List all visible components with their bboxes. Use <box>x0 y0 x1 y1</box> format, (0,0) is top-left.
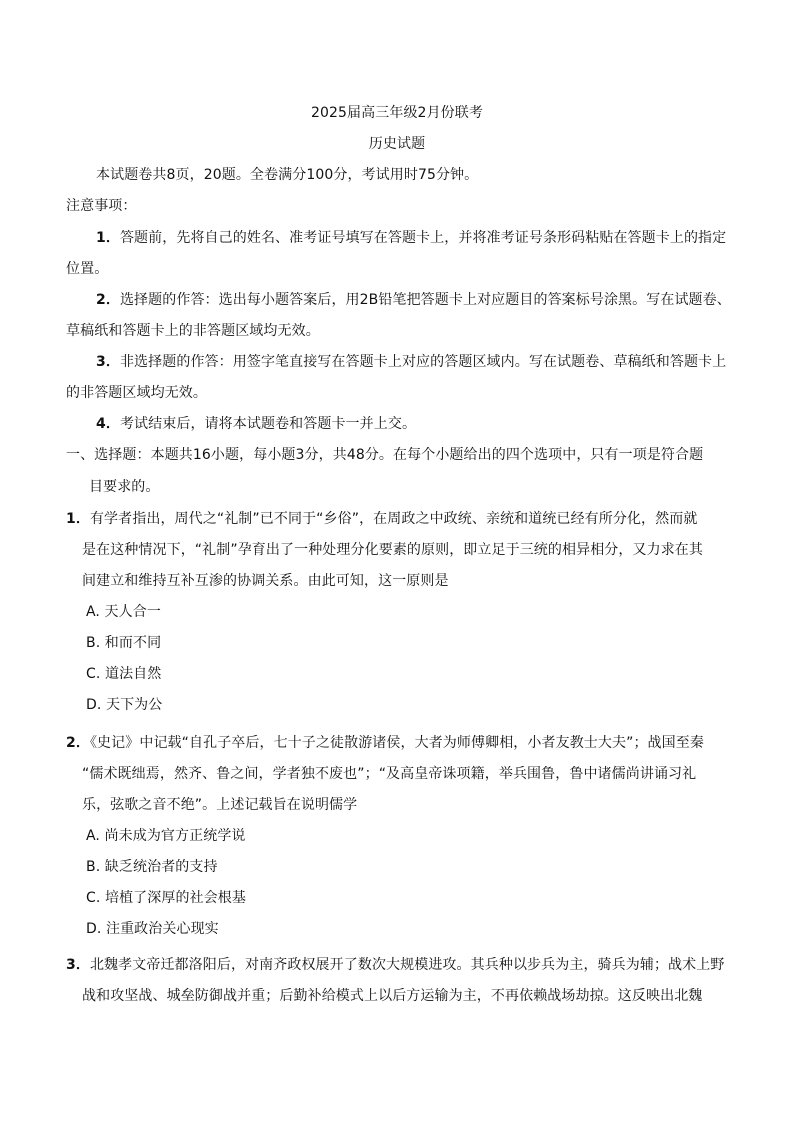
option-b: B. 和而不同 <box>86 635 162 651</box>
question-stem-continued: “儒术既绌焉，然齐、鲁之间，学者独不废也”；“及高皇帝诛项籍，举兵围鲁，鲁中诸儒尚讲诵习礼 <box>82 766 697 782</box>
question-number: 1． <box>66 511 90 527</box>
section-heading-continued: 目要求的。 <box>89 479 160 495</box>
note-text-continued: 位置。 <box>66 261 109 277</box>
question-stem-continued: 间建立和维持互补互渗的协调关系。由此可知，这一原则是 <box>82 573 449 589</box>
question-3 <box>66 956 724 974</box>
question-2 <box>66 734 704 752</box>
question-stem-continued: 乐，弦歌之音不绝”。上述记载旨在说明儒学 <box>82 797 358 813</box>
note-number: 3． <box>96 354 120 370</box>
question-number: 3． <box>66 957 90 973</box>
note-text: 考试结束后，请将本试题卷和答题卡一并上交。 <box>119 416 417 432</box>
exam-title: 2025届高三年级2月份联考 <box>311 105 483 121</box>
note-text: 选择题的作答：选出每小题答案后，用2B铅笔把答题卡上对应题目的答案标号涂黑。写在试题卷、 <box>119 292 731 308</box>
option-c: C. 道法自然 <box>86 666 162 682</box>
option-a: A. 尚未成为官方正统学说 <box>86 828 246 844</box>
note-number: 4． <box>96 416 120 432</box>
question-stem: 《史记》中记载“自孔子卒后，七十子之徒散游诸侯，大者为师傅卿相，小者友教士大夫”；战国至秦 <box>89 735 704 751</box>
section-heading: 一、选择题：本题共16小题，每小题3分，共48分。在每个小题给出的四个选项中，只有一项是符合题 <box>66 447 704 463</box>
note-item <box>96 291 731 309</box>
question-stem-continued: 战和攻坚战、城垒防御战并重；后勤补给模式上以后方运输为主，不再依赖战场劫掠。这反映出北魏 <box>82 988 703 1004</box>
option-b: B. 缺乏统治者的支持 <box>86 859 218 875</box>
intro-text: 本试题卷共8页，20题。全卷满分100分，考试用时75分钟。 <box>96 167 479 183</box>
question-stem: 有学者指出，周代之“礼制”已不同于“乡俗”，在周政之中政统、亲统和道统已经有所分化，然而就 <box>89 511 698 527</box>
note-number: 2． <box>96 292 120 308</box>
note-text-continued: 的非答题区域均无效。 <box>66 385 207 401</box>
note-text: 非选择题的作答：用签字笔直接写在答题卡上对应的答题区域内。写在试题卷、草稿纸和答题卡上 <box>119 354 727 370</box>
option-a: A. 天人合一 <box>86 604 161 620</box>
question-1 <box>66 510 697 528</box>
note-text: 答题前，先将自己的姓名、准考证号填写在答题卡上，并将准考证号条形码粘贴在答题卡上的指定 <box>119 230 727 246</box>
option-d: D. 注重政治关心现实 <box>86 921 219 937</box>
question-number: 2． <box>66 735 90 751</box>
question-stem-continued: 是在这种情况下，“礼制”孕育出了一种处理分化要素的原则，即立足于三统的相异相分，又力求在其 <box>82 542 704 558</box>
subject-title: 历史试题 <box>368 136 426 152</box>
question-stem: 北魏孝文帝迁都洛阳后，对南齐政权展开了数次大规模进攻。其兵种以步兵为主，骑兵为辅；战术上野 <box>89 957 725 973</box>
note-text-continued: 草稿纸和答题卡上的非答题区域均无效。 <box>66 323 320 339</box>
note-number: 1． <box>96 230 120 246</box>
note-item <box>96 353 726 371</box>
option-d: D. 天下为公 <box>86 697 163 713</box>
option-c: C. 培植了深厚的社会根基 <box>86 890 246 906</box>
note-item <box>96 229 726 247</box>
note-item <box>96 415 416 433</box>
notes-heading: 注意事项： <box>66 198 137 214</box>
